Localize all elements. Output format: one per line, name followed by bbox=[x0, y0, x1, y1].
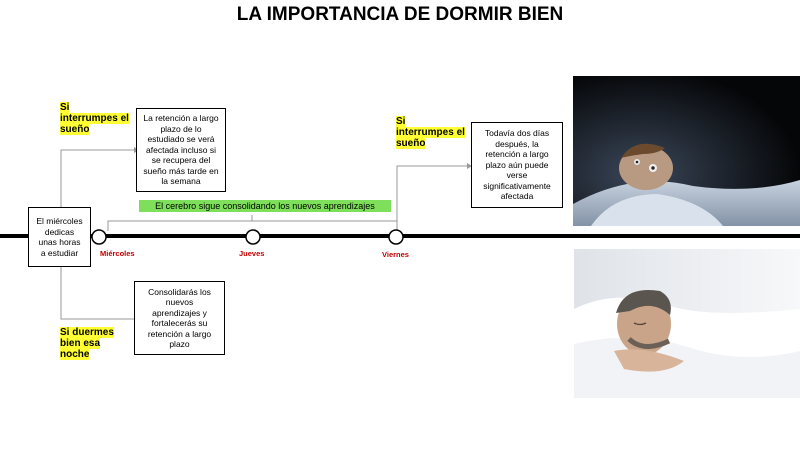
day-label-viernes: Viernes bbox=[382, 250, 409, 259]
photo-awake-man bbox=[573, 76, 800, 226]
box-sleep-well bbox=[134, 281, 225, 355]
box-interrupt-2-text: Todavía dos días después, la retención a largo plazo aún puede verse significativamente afectada bbox=[483, 128, 551, 202]
marker-viernes bbox=[389, 230, 403, 244]
box-interrupt-2 bbox=[471, 122, 563, 208]
marker-miercoles bbox=[92, 230, 106, 244]
day-label-jueves: Jueves bbox=[239, 249, 265, 258]
start-box bbox=[28, 207, 91, 267]
label-interrupt-1: Si interrumpes el sueño bbox=[60, 102, 129, 135]
box-sleep-well-text: Consolidarás los nuevos aprendizajes y fortalecerás su retención a largo plazo bbox=[147, 286, 212, 349]
box-interrupt-1 bbox=[136, 108, 226, 192]
label-interrupt-2: Si interrumpes el sueño bbox=[396, 116, 465, 149]
start-box-text: El miércoles dedicas unas horas a estudiar bbox=[36, 216, 83, 258]
green-note: El cerebro sigue consolidando los nuevos aprendizajes bbox=[139, 200, 391, 212]
label-sleep-well: Si duermes bien esa noche bbox=[60, 327, 114, 360]
page-title: LA IMPORTANCIA DE DORMIR BIEN bbox=[236, 4, 564, 25]
marker-jueves bbox=[246, 230, 260, 244]
photo-sleeping-man bbox=[574, 249, 800, 398]
day-label-miercoles: Miércoles bbox=[100, 249, 135, 258]
box-interrupt-1-text: La retención a largo plazo de lo estudiado se verá afectada incluso si se recupera del sueño más tarde en la semana bbox=[143, 113, 219, 187]
